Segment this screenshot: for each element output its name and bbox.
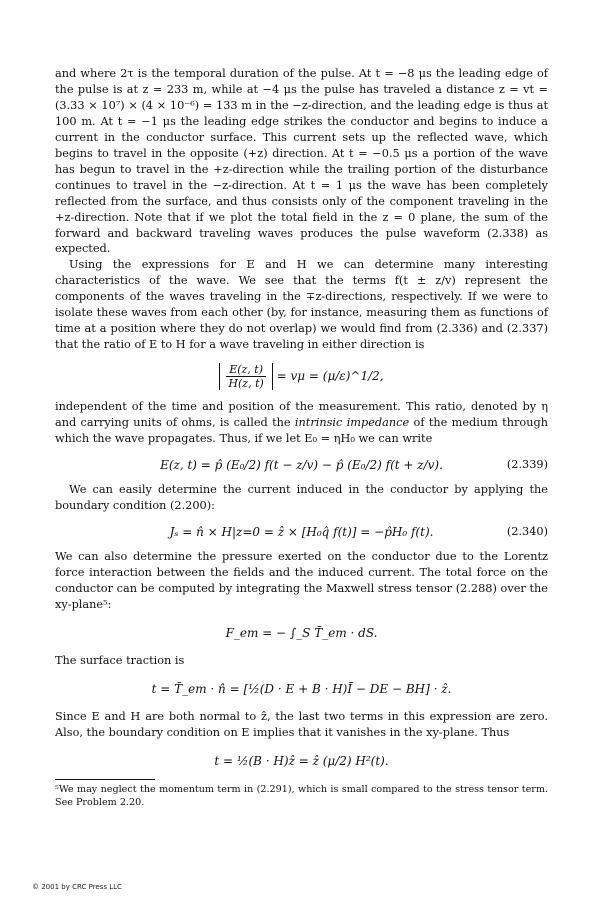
ratio-abs [219,363,272,390]
paragraph-3 [55,399,548,447]
equation-force [55,625,548,641]
equation-ratio [55,363,548,390]
paragraph-2: Using the expressions for E and H we can determine many interesting characteristics of the wave. We see that the terms f(t ± z/v) represent the components of the waves traveling in the ∓z-directions, respectively. If we were to isolate these waves from each other (by, for instance, measuring them as functions of time at a position where they do not overlap) we would find from (2.336) and (2.337) that the ratio of E to H for a wave traveling in either direction is [55,258,548,352]
paragraph-4: We can easily determine the current induced in the conductor by applying the boundary condition (2.200): [55,483,548,512]
paragraph-1: and where 2τ is the temporal duration of the pulse. At t = −8 μs the leading edge of the pulse is at z = 233 m, while at −4 μs the pulse has traveled a distance z = vt = (3.33 × 10⁷) × (4 × 10⁻⁶) = 133 m in the −z-direction, and the leading edge is thus at 100 m. At t = −1 μs the leading edge strikes the conductor and begins to induce a current in the conductor surface. This current sets up the reflected wave, which begins to travel in the opposite (+z) direction. At t = −0.5 μs a portion of the wave has begun to travel in the +z-direction while the trailing portion of the disturbance continues to travel in the −z-direction. At t = 1 μs the wave has been completely reflected from the surface, and thus consists only of the component traveling in the +z-direction. Note that if we plot the total field in the z = 0 plane, the sum of the forward and backward traveling waves produces the pulse waveform (2.338) as expected. [55,67,548,256]
ratio-numerator: E(z, t) [226,363,265,377]
equation-number-2-340: (2.340) [506,524,548,538]
equation-traction-final [55,753,548,769]
footnote: ⁵We may neglect the momentum term in (2.291), which is small compared to the stress tensor term. See Problem 2.20. [55,783,548,809]
traction-equation: t = T̄_em · n̂ = [½(D · E + B · H)Ī − DE − BH] · ẑ. [151,681,452,696]
paragraph-6: The surface traction is [55,653,185,667]
equation-2-340 [55,524,548,540]
ratio-rhs: = vμ = (μ/ε)^1/2, [276,369,384,384]
ratio-fraction [226,363,265,390]
paragraph-5: We can also determine the pressure exerted on the conductor due to the Lorentz force interaction between the fields and the induced current. The total force on the conductor can be computed by integrating the Maxwell stress tensor (2.288) over the xy-plane⁵: [55,549,548,611]
equation-traction [55,681,548,697]
current-equation: Jₛ = n̂ × H|z=0 = ẑ × [H₀q̂ f(t)] = −p̂H₀ f(t). [169,524,434,539]
copyright-notice: © 2001 by CRC Press LLC [32,883,122,891]
paragraph-3-start: independent of the time and position of the measurement. This ratio, denoted by η and carrying units of ohms, is called the [55,400,548,430]
paragraph-7: Since E and H are both normal to ẑ, the last two terms in this expression are zero. Also, the boundary condition on E implies that it vanishes in the xy-plane. Thus [55,709,548,739]
traction-final-equation: t = ½(B · H)ẑ = ẑ (μ/2) H²(t). [214,753,389,768]
equation-number-2-339: (2.339) [506,458,548,472]
paragraph-3-end: of the medium through which the wave propagates. Thus, if we let E₀ = ηH₀ we can write [55,416,548,446]
footnote-rule [55,779,155,780]
ratio-body [219,363,383,390]
force-equation: F_em = − ∫_S T̄_em · dS. [225,625,378,640]
e-field-equation: E(z, t) = p̂ (E₀/2) f(t − z/v) − p̂ (E₀/2) f(t + z/v). [160,458,443,473]
ratio-denominator: H(z, t) [228,377,264,391]
intrinsic-impedance-term: intrinsic impedance [294,416,410,430]
page-content [55,66,548,810]
equation-2-339 [55,457,548,473]
